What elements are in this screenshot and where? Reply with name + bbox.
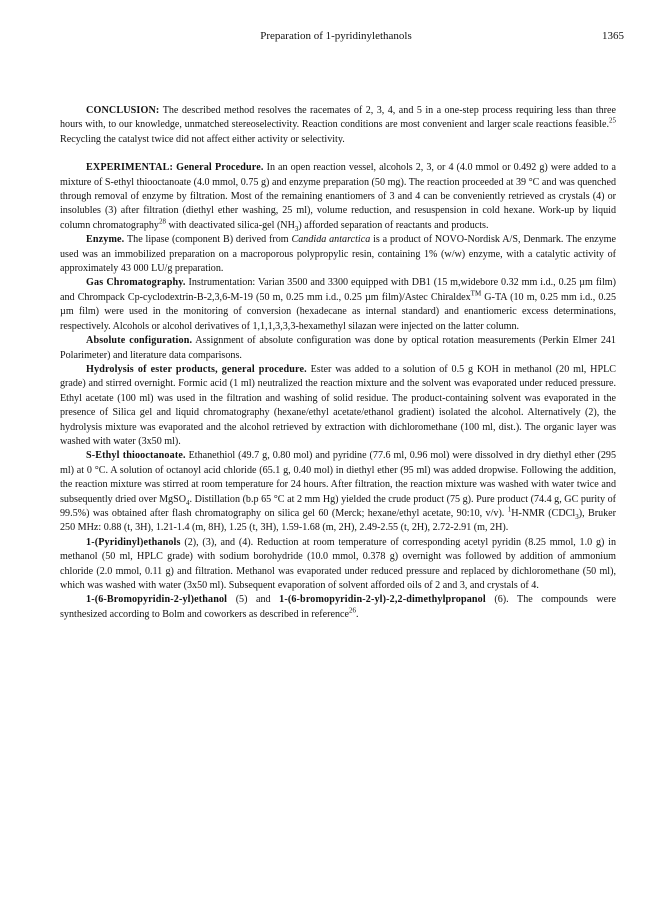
experimental-text-2a: with deactivated silica-gel (NH [168,219,295,231]
species-name: Candida antarctica [291,234,371,246]
enzyme-paragraph [60,233,616,276]
thioester-text-b: . Distillation (b.p 65 °C at 2 mm Hg) yielded the crude product (75 g). Pure product (74.4 g, GC purity of 99.5%) was obtained after flash chromatography on silica gel 60 (Merck; hexane/ethyl acetate, 90:10, v/v). [60,493,616,519]
article-body [60,104,616,622]
bromopyridine-text-mid: (5) and [235,594,271,606]
subscript: 4 [186,498,190,507]
general-procedure-heading: General Procedure. [176,162,264,174]
experimental-heading: EXPERIMENTAL: [86,162,174,174]
subscript: 3 [294,224,299,233]
running-title: Preparation of 1-pyridinylethanols [260,30,412,42]
hydrolysis-text: Ester was added to a solution of 0.5 g KOH in methanol (20 ml, HPLC grade) and stirred overnight. Formic acid (1 ml) neutralized the reaction mixture and the solvent was evaporated under reduced pressure. Ethyl acetate (100 ml) was used in the filtration and washing of solid residue. The product-containing solvent was evaporated in the presence of Silica gel and liquid chromatography (hexane/ethyl acetate/ethanol gradient) isolated the alcohol. Alternatively (2), the hydrolysis mixture was evaporated and the alcohol retrieved by extraction with dichloromethane (100 ml, dist.). The organic layer was washed with water (3x50 ml). [60,363,616,447]
conclusion-text: The described method resolves the racemates of 2, 3, 4, and 5 in a one-step process requiring less than three hours with, to our knowledge, unmatched stereoselectivity. Reaction conditions are most convenient and larger scale reactions feasible. [60,105,616,131]
hydrolysis-paragraph [60,363,616,449]
pyridinyl-text: (2), (3), and (4). Reduction at room temperature of corresponding acetyl pyridin (8.25 mmol, 1.0 g) in methanol (50 ml, HPLC grade) with sodium borohydride (10.0 mmol, 0.378 g) overnight was followed by addition of ammonium chloride (2.0 mmol, 0.11 g) and filtration. Methanol was evaporated under reduced pressure and replaced by dichloromethane (50 ml), which was washed with water (3x50 ml). Subsequent evaporation of solvent afforded oils of 2 and 3, and crystals of 4. [60,536,616,591]
enzyme-text-a: The lipase (component B) derived from [127,234,289,246]
thioester-text-d: ), Bruker 250 MHz: 0.88 (t, 3H), 1.21-1.4 (m, 8H), 1.25 (t, 3H), 1.59-1.68 (m, 2H), 2.49-2.55 (t, 2H), 2.72-2.91 (m, 2H). [60,507,617,534]
bromopyridine-text: (6). The compounds were synthesized according to Bolm and coworkers as described in reference [60,594,616,620]
thioester-text-a: Ethanethiol (49.7 g, 0.80 mol) and pyridine (77.6 ml, 0.96 mol) were dissolved in dry diethyl ether (295 ml) at 0 °C. A solution of octanoyl acid chloride (65.1 g, 0.40 mol) in diethyl ether (95 ml) was added dropwise. Following the addition, the reaction mixture was stirred at room temperature for 24 hours. After filtration, the reaction mixture was washed with water twice and subsequently dried over MgSO [60,450,616,505]
conclusion-text-2: Recycling the catalyst twice did not affect either activity or selectivity. [60,133,345,145]
absolute-configuration-heading: Absolute configuration. [86,335,193,347]
thioester-text-c: H-NMR (CDCl [511,507,576,519]
bromopyridine-paragraph [60,593,616,622]
experimental-paragraph [60,161,616,233]
experimental-text: In an open reaction vessel, alcohols 2, 3, or 4 (4.0 mmol or 0.492 g) were added to a mixture of S-ethyl thiooctanoate (4.0 mmol, 0.75 g) and enzyme preparation (50 mg). The reaction proceeded at 39 °C and was quenched through removal of enzyme by filtration. Most of the remaining enantiomers of 3 and 4 can be conveniently retrieved as crystals (4) or insolubles (3) after filtration (diethyl ether washing, 25 ml), volume reduction, and resuspension in cold hexane. Work-up by liquid column chromatography [60,162,616,231]
gc-paragraph [60,276,616,334]
reference-marker: 28 [158,217,166,226]
gc-text-b: G-TA (10 m, 0.25 mm i.d., 0.25 µm film) were used in the monitoring of conversion (hexadecane as internal standard) and enantiomeric excess determinations, respectively. Alcohols or alcohol derivatives of 1,1,1,3,3,3-hexamethyl silazan were injected on the latter column. [60,291,617,332]
bromopyridine-heading-b: 1-(6-bromopyridin-2-yl)-2,2-dimethylpropanol [279,594,486,606]
absolute-configuration-text: Assignment of absolute configuration was done by optical rotation measurements (Perkin Elmer 241 Polarimeter) and literature data comparisons. [60,335,616,361]
subscript: 3 [575,512,579,521]
pyridinyl-paragraph [60,536,616,594]
hydrolysis-heading: Hydrolysis of ester products, general procedure. [86,363,307,375]
reference-marker: 25 [609,117,616,126]
page-header [0,30,672,46]
thioester-heading: S-Ethyl thiooctanoate. [86,450,186,462]
conclusion-paragraph [60,104,616,147]
experimental-text-2b: ) afforded separation of reactants and products. [298,219,489,231]
bromopyridine-heading-a: 1-(6-Bromopyridin-2-yl)ethanol [86,594,228,606]
gc-heading: Gas Chromatography. [86,277,186,289]
enzyme-text-b: is a product of NOVO-Nordisk A/S, Denmark. The enzyme used was an immobilized preparation on a macroporous polypropylic resin, containing 1% (w/w) enzyme, with a catalytic activity of approximately 43 000 LU/g preparation. [60,234,616,275]
absolute-configuration-paragraph [60,334,616,363]
enzyme-heading: Enzyme. [86,234,125,246]
nmr-superscript: 1 [507,505,512,514]
gc-text-a: Instrumentation: Varian 3500 and 3300 equipped with DB1 (15 m,widebore 0.32 mm i.d., 0.25 µm film) and Chrompack Cp-cyclodextrin-B-2,3,6-M-19 (50 m, 0.25 mm i.d., 0.25 µm film)/Astec Chiraldex [60,277,616,303]
thioester-paragraph [60,449,616,535]
reference-marker: 26 [348,606,356,615]
bromopyridine-end: . [355,608,359,620]
trademark-mark: TM [470,289,482,298]
pyridinyl-heading: 1-(Pyridinyl)ethanols [86,536,181,548]
page-number: 1365 [602,30,624,42]
conclusion-heading: CONCLUSION: [86,105,160,116]
